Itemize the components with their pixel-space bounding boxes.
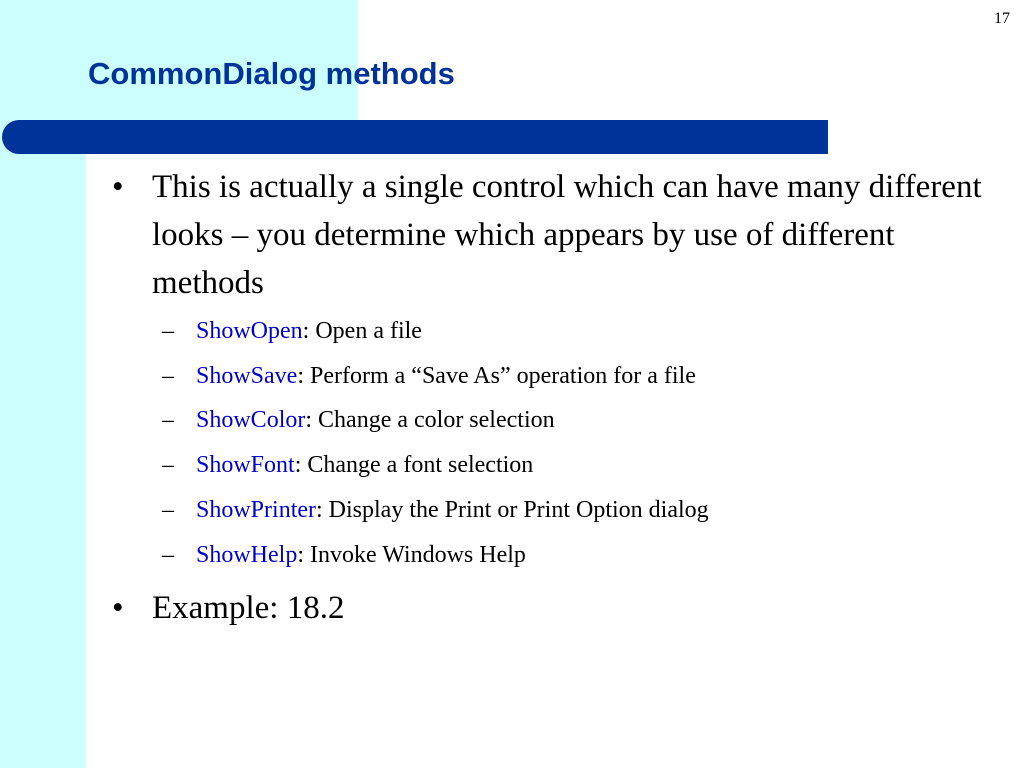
dash-marker: – [162, 318, 174, 344]
bullet-text: This is actually a single control which can have many different looks – you determine which appears by use of different methods [152, 169, 982, 301]
method-name: ShowFont [196, 452, 295, 478]
slide-title: CommonDialog methods [88, 56, 455, 91]
method-description: : Change a color selection [305, 407, 555, 433]
page-number: 17 [994, 10, 1010, 27]
bullet-text: Example: 18.2 [152, 590, 345, 626]
dash-marker: – [162, 497, 174, 523]
method-item-showcolor [162, 405, 555, 435]
method-name: ShowHelp [196, 542, 298, 568]
method-item-showsave [162, 361, 696, 391]
method-name: ShowSave [196, 363, 298, 389]
method-name: ShowPrinter [196, 497, 316, 523]
method-description: : Display the Print or Print Option dialog [316, 497, 709, 523]
dash-marker: – [162, 407, 174, 433]
method-description: : Change a font selection [294, 452, 534, 478]
dash-marker: – [162, 542, 174, 568]
method-name: ShowOpen [196, 318, 303, 344]
method-item-showhelp [162, 540, 526, 570]
method-description: : Open a file [302, 318, 422, 344]
method-description: : Invoke Windows Help [297, 542, 526, 568]
method-item-showfont [162, 450, 533, 480]
bullet-marker: • [112, 169, 124, 205]
method-item-showprinter [162, 495, 709, 525]
method-name: ShowColor [196, 407, 306, 433]
bullet-marker: • [112, 590, 124, 626]
dash-marker: – [162, 452, 174, 478]
method-item-showopen [162, 316, 422, 346]
dash-marker: – [162, 363, 174, 389]
method-description: : Perform a “Save As” operation for a file [297, 363, 696, 389]
